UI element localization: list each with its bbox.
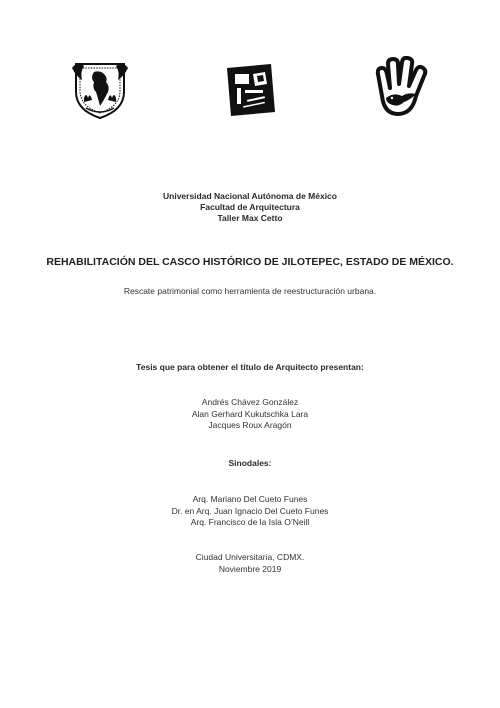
- author-name: Andrés Chávez González: [201, 397, 299, 407]
- sinodal-name: Arq. Francisco de la Isla O’Neill: [190, 517, 310, 527]
- author-name: Alan Gerhard Kukutschka Lara: [191, 408, 309, 419]
- place-date-block: [0, 552, 500, 575]
- sinodales-heading: Sinodales:: [228, 458, 272, 468]
- facultad-arquitectura-logo: [223, 62, 279, 118]
- taller-max-cetto-hand-logo: [372, 56, 430, 120]
- unam-crest-logo: [70, 58, 130, 120]
- thesis-subtitle: Rescate patrimonial como herramienta de reestructuración urbana.: [123, 286, 377, 296]
- sinodales-list: [0, 494, 500, 529]
- author-name: Jacques Roux Aragón: [208, 420, 292, 430]
- authors-list: [0, 397, 500, 432]
- workshop-name: Taller Max Cetto: [217, 213, 283, 223]
- institution-block: [0, 191, 500, 224]
- sinodal-name: Arq. Mariano Del Cueto Funes: [192, 494, 308, 504]
- date: Noviembre 2019: [218, 563, 282, 574]
- faculty-name: Facultad de Arquitectura: [200, 202, 300, 212]
- sinodal-name: Dr. en Arq. Juan Ignacio Del Cueto Funes: [171, 505, 329, 516]
- thesis-title: REHABILITACIÓN DEL CASCO HISTÓRICO DE JILOTEPEC, ESTADO DE MÉXICO.: [46, 256, 454, 268]
- university-name: Universidad Nacional Autónoma de México: [163, 191, 337, 201]
- thesis-heading: Tesis que para obtener el título de Arquitecto presentan:: [136, 362, 364, 372]
- location: Ciudad Universitaria, CDMX.: [195, 552, 305, 562]
